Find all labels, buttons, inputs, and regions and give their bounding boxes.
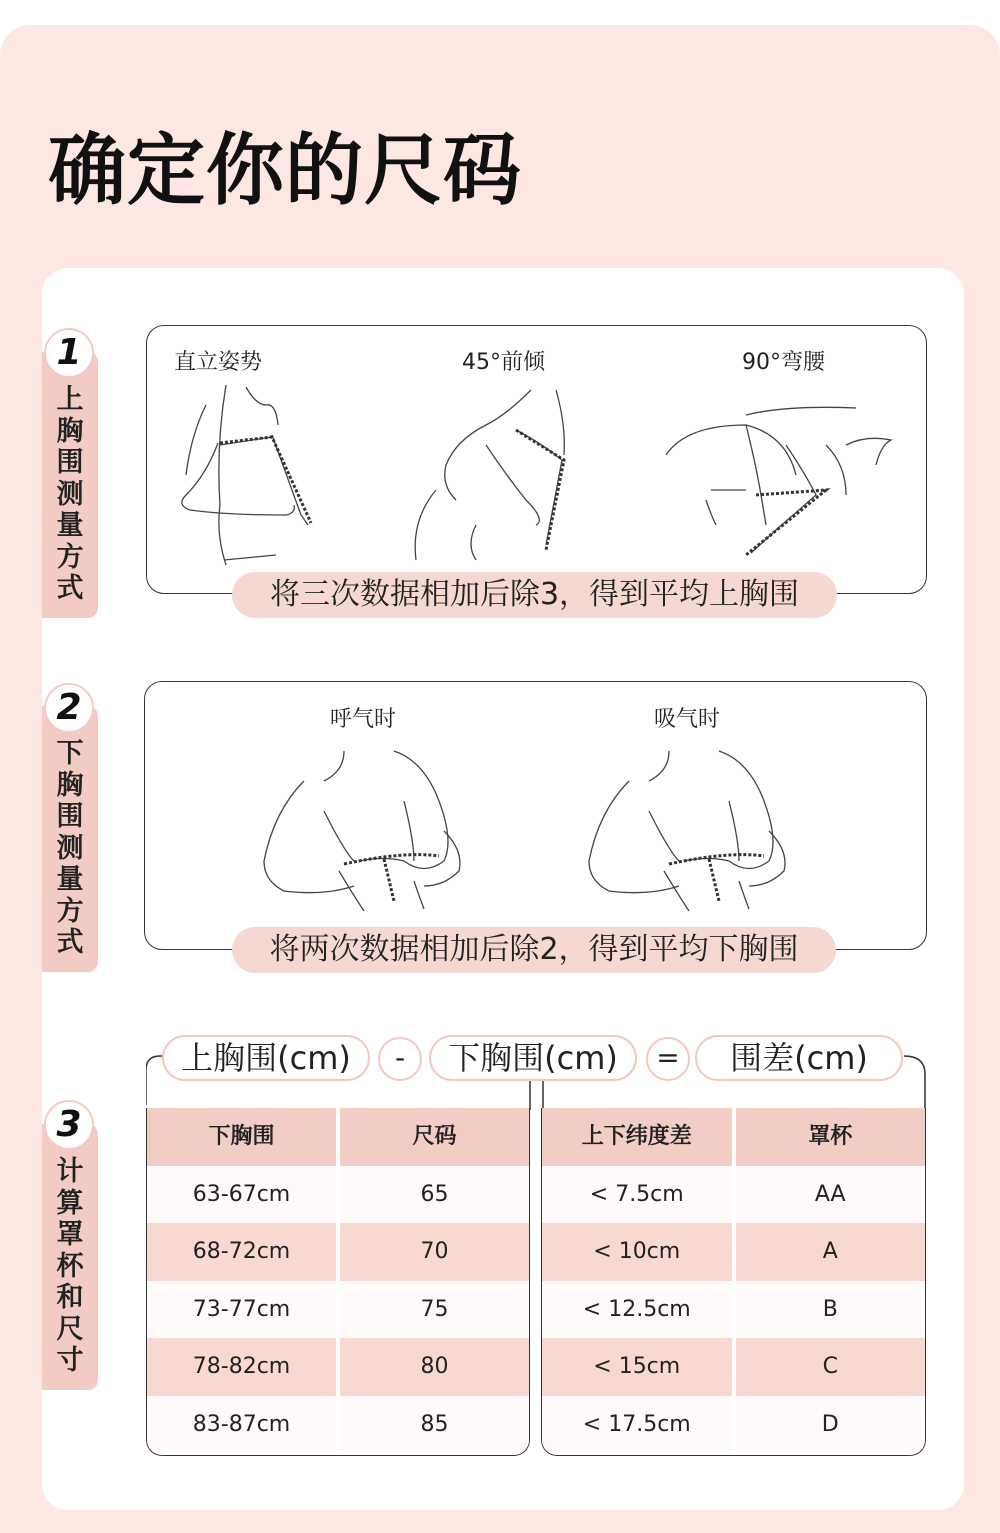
size-cell-range: 83-87cm <box>192 1411 291 1437</box>
section-1-label: 上 胸 围 测 量 方 式 <box>56 384 84 604</box>
table-row <box>147 1166 529 1224</box>
caption-bend-90: 90°弯腰 <box>742 350 825 375</box>
section-3-number: 3 <box>44 1100 94 1150</box>
table-row <box>147 1396 529 1454</box>
size-cell-size: 65 <box>336 1166 529 1224</box>
size-cell-size: 75 <box>336 1281 529 1339</box>
table-row <box>147 1281 529 1339</box>
table-row <box>542 1396 925 1454</box>
under-bust-figures <box>144 681 927 950</box>
upper-bust-figures <box>146 325 927 594</box>
size-cell-size: 80 <box>336 1338 529 1396</box>
size-header-underbust: 下胸围 <box>208 1124 275 1149</box>
size-cell-size: 85 <box>336 1396 529 1454</box>
size-cell-size: 70 <box>336 1223 529 1281</box>
size-header-size: 尺码 <box>336 1108 529 1166</box>
size-table <box>146 1108 530 1456</box>
upper-bust-banner: 将三次数据相加后除3，得到平均上胸围 <box>232 572 837 618</box>
cup-cell-cup: D <box>732 1396 926 1454</box>
section-3-label: 计 算 罩 杯 和 尺 寸 <box>56 1156 84 1376</box>
table-row <box>542 1223 925 1281</box>
table-row <box>542 1281 925 1339</box>
under-bust-banner: 将两次数据相加后除2，得到平均下胸围 <box>232 927 836 973</box>
section-2-number: 2 <box>44 683 94 733</box>
cup-cell-difference: < 10cm <box>593 1239 681 1264</box>
table-row <box>147 1338 529 1396</box>
size-cell-range: 73-77cm <box>192 1296 291 1322</box>
formula-equals: = <box>646 1037 690 1081</box>
cup-cell-cup: AA <box>732 1166 926 1224</box>
formula-under-bust: 下胸围(cm) <box>429 1035 637 1081</box>
size-table-header <box>147 1108 529 1166</box>
cup-cell-difference: < 7.5cm <box>589 1181 684 1207</box>
size-cell-range: 63-67cm <box>192 1181 291 1207</box>
formula-upper-bust: 上胸围(cm) <box>162 1035 370 1081</box>
page-title: 确定你的尺码 <box>48 126 523 216</box>
cup-cell-cup: C <box>732 1338 926 1396</box>
section-1-number: 1 <box>44 328 94 378</box>
size-cell-range: 68-72cm <box>192 1239 291 1264</box>
cup-cell-cup: A <box>732 1223 926 1281</box>
cup-cell-difference: < 15cm <box>593 1354 681 1379</box>
section-2-label: 下 胸 围 测 量 方 式 <box>56 738 84 958</box>
size-cell-range: 78-82cm <box>192 1354 291 1379</box>
caption-lean-45: 45°前倾 <box>462 350 545 375</box>
cup-cell-difference: < 12.5cm <box>582 1296 691 1322</box>
table-row <box>542 1338 925 1396</box>
caption-exhale: 呼气时 <box>330 707 397 732</box>
caption-standing: 直立姿势 <box>174 350 263 375</box>
formula-minus: - <box>378 1037 422 1081</box>
cup-header-cup: 罩杯 <box>732 1108 926 1166</box>
table-row <box>147 1223 529 1281</box>
cup-header-difference: 上下纬度差 <box>581 1124 692 1149</box>
table-row <box>542 1166 925 1224</box>
cup-cell-cup: B <box>732 1281 926 1339</box>
cup-table-header <box>542 1108 925 1166</box>
formula-difference: 围差(cm) <box>695 1035 903 1081</box>
caption-inhale: 吸气时 <box>654 707 721 732</box>
cup-cell-difference: < 17.5cm <box>582 1411 691 1437</box>
cup-table <box>541 1108 926 1456</box>
